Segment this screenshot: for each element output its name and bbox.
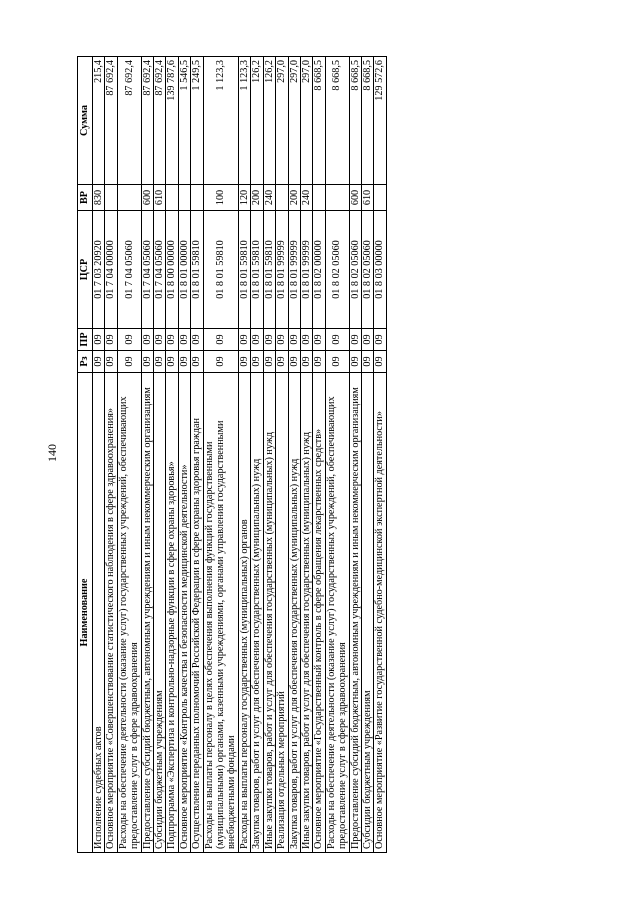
cell-vr: 610 — [361, 185, 373, 211]
cell-pr: 09 — [238, 329, 250, 351]
cell-name: Расходы на выплаты персоналу государственных (муниципальных) органов — [238, 373, 250, 853]
cell-sum: 297,0 — [276, 57, 288, 185]
cell-rz: 09 — [349, 351, 361, 373]
header-sum: Сумма — [78, 57, 93, 185]
table-header-row — [78, 57, 93, 853]
cell-name: Предоставление субсидий бюджетным, автономным учреждениям и иным некоммерческим организациям — [349, 373, 361, 853]
cell-vr — [374, 185, 386, 211]
cell-sum: 87 692,4 — [141, 57, 153, 185]
cell-sum: 139 787,6 — [166, 57, 178, 185]
header-csr: ЦСР — [78, 211, 93, 329]
rotated-page-content — [77, 57, 567, 853]
cell-sum: 1 123,3 — [203, 57, 238, 185]
cell-pr: 09 — [251, 329, 263, 351]
table-row — [263, 57, 275, 853]
cell-sum: 126,2 — [263, 57, 275, 185]
cell-csr: 01 8 03 00000 — [374, 211, 386, 329]
table-row — [105, 57, 117, 853]
cell-pr: 09 — [141, 329, 153, 351]
cell-sum: 1 123,3 — [238, 57, 250, 185]
cell-csr: 01 8 02 00000 — [313, 211, 325, 329]
cell-pr: 09 — [300, 329, 312, 351]
cell-rz: 09 — [203, 351, 238, 373]
cell-vr: 600 — [349, 185, 361, 211]
cell-csr: 01 8 02 05060 — [349, 211, 361, 329]
table-row — [251, 57, 263, 853]
cell-pr: 09 — [276, 329, 288, 351]
cell-vr — [117, 185, 141, 211]
cell-csr: 01 8 01 99999 — [276, 211, 288, 329]
cell-vr — [276, 185, 288, 211]
cell-name: Иные закупки товаров, работ и услуг для обеспечения государственных (муниципальных) нужд — [300, 373, 312, 853]
cell-name: Основное мероприятие «Государственный контроль в сфере обращения лекарственных средств» — [313, 373, 325, 853]
cell-sum: 215,4 — [93, 57, 105, 185]
cell-csr: 01 7 04 00000 — [105, 211, 117, 329]
cell-name: Закупка товаров, работ и услуг для обеспечения государственных (муниципальных) нужд — [251, 373, 263, 853]
cell-rz: 09 — [313, 351, 325, 373]
cell-csr: 01 7 04 05060 — [117, 211, 141, 329]
cell-sum: 8 668,5 — [325, 57, 349, 185]
cell-vr: 100 — [203, 185, 238, 211]
cell-pr: 09 — [325, 329, 349, 351]
cell-name: Исполнение судебных актов — [93, 373, 105, 853]
cell-pr: 09 — [166, 329, 178, 351]
cell-sum: 87 692,4 — [154, 57, 166, 185]
cell-name: Расходы на обеспечение деятельности (оказание услуг) государственных учреждений, обеспечивающих предоставление услуг в сфере здравоохранения — [325, 373, 349, 853]
cell-vr: 600 — [141, 185, 153, 211]
cell-rz: 09 — [276, 351, 288, 373]
cell-name: Закупка товаров, работ и услуг для обеспечения государственных (муниципальных) нужд — [288, 373, 300, 853]
cell-vr — [166, 185, 178, 211]
cell-vr: 200 — [288, 185, 300, 211]
header-name: Наименование — [78, 373, 93, 853]
cell-name: Предоставление субсидий бюджетным, автономным учреждениям и иным некоммерческим организациям — [141, 373, 153, 853]
cell-pr: 09 — [313, 329, 325, 351]
cell-pr: 09 — [374, 329, 386, 351]
cell-csr: 01 8 02 05060 — [325, 211, 349, 329]
table-row — [154, 57, 166, 853]
cell-name: Реализация отдельных мероприятий — [276, 373, 288, 853]
table-body — [93, 57, 387, 853]
cell-rz: 09 — [374, 351, 386, 373]
cell-name: Подпрограмма «Экспертиза и контрольно-надзорные функции в сфере охраны здоровья» — [166, 373, 178, 853]
table-row — [117, 57, 141, 853]
cell-sum: 8 668,5 — [349, 57, 361, 185]
cell-sum: 297,0 — [300, 57, 312, 185]
cell-name: Осуществление переданных полномочий Российской Федерации в сфере охраны здоровья граждан — [191, 373, 203, 853]
header-vr: ВР — [78, 185, 93, 211]
page-number: 140 — [45, 444, 59, 462]
budget-table — [77, 56, 387, 853]
cell-name: Иные закупки товаров, работ и услуг для обеспечения государственных (муниципальных) нужд — [263, 373, 275, 853]
cell-vr: 120 — [238, 185, 250, 211]
cell-sum: 126,2 — [251, 57, 263, 185]
table-row — [141, 57, 153, 853]
cell-csr: 01 8 00 00000 — [166, 211, 178, 329]
cell-rz: 09 — [251, 351, 263, 373]
cell-rz: 09 — [263, 351, 275, 373]
cell-rz: 09 — [361, 351, 373, 373]
table-row — [238, 57, 250, 853]
cell-vr: 240 — [263, 185, 275, 211]
cell-vr: 830 — [93, 185, 105, 211]
cell-sum: 129 572,6 — [374, 57, 386, 185]
cell-pr: 09 — [117, 329, 141, 351]
cell-pr: 09 — [93, 329, 105, 351]
cell-rz: 09 — [117, 351, 141, 373]
cell-pr: 09 — [154, 329, 166, 351]
table-row — [203, 57, 238, 853]
cell-name: Расходы на обеспечение деятельности (оказание услуг) государственных учреждений, обеспечивающих предоставление услуг в сфере здравоохранения — [117, 373, 141, 853]
cell-rz: 09 — [300, 351, 312, 373]
cell-csr: 01 7 03 20920 — [93, 211, 105, 329]
cell-csr: 01 8 02 05060 — [361, 211, 373, 329]
cell-csr: 01 7 04 05060 — [154, 211, 166, 329]
cell-vr: 610 — [154, 185, 166, 211]
cell-csr: 01 8 01 00000 — [178, 211, 190, 329]
cell-sum: 8 668,5 — [313, 57, 325, 185]
cell-vr — [191, 185, 203, 211]
cell-rz: 09 — [238, 351, 250, 373]
table-row — [349, 57, 361, 853]
cell-name: Основное мероприятие «Развитие государственной судебно-медицинской экспертной деятельности» — [374, 373, 386, 853]
cell-csr: 01 8 01 99999 — [288, 211, 300, 329]
table-row — [93, 57, 105, 853]
cell-sum: 297,0 — [288, 57, 300, 185]
cell-pr: 09 — [191, 329, 203, 351]
table-row — [361, 57, 373, 853]
cell-csr: 01 8 01 99999 — [300, 211, 312, 329]
cell-rz: 09 — [105, 351, 117, 373]
cell-sum: 1 249,5 — [191, 57, 203, 185]
cell-vr: 200 — [251, 185, 263, 211]
header-rz: Рз — [78, 351, 93, 373]
cell-sum: 87 692,4 — [117, 57, 141, 185]
cell-vr — [325, 185, 349, 211]
cell-pr: 09 — [361, 329, 373, 351]
cell-vr — [178, 185, 190, 211]
cell-csr: 01 8 01 59810 — [203, 211, 238, 329]
cell-vr — [105, 185, 117, 211]
table-row — [374, 57, 386, 853]
cell-pr: 09 — [105, 329, 117, 351]
cell-rz: 09 — [178, 351, 190, 373]
cell-name: Расходы на выплаты персоналу в целях обеспечения выполнения функций государственными (муниципальными) органами, казенными учреждениями, органами управления государственными внебюджетными фондами — [203, 373, 238, 853]
cell-sum: 87 692,4 — [105, 57, 117, 185]
cell-name: Основное мероприятие «Контроль качества и безопасности медицинской деятельности» — [178, 373, 190, 853]
cell-rz: 09 — [288, 351, 300, 373]
table-row — [288, 57, 300, 853]
table-row — [325, 57, 349, 853]
header-pr: ПР — [78, 329, 93, 351]
cell-rz: 09 — [191, 351, 203, 373]
cell-name: Субсидии бюджетным учреждениям — [361, 373, 373, 853]
cell-rz: 09 — [325, 351, 349, 373]
cell-rz: 09 — [141, 351, 153, 373]
cell-pr: 09 — [203, 329, 238, 351]
table-row — [166, 57, 178, 853]
cell-csr: 01 8 01 59810 — [191, 211, 203, 329]
table-row — [313, 57, 325, 853]
cell-csr: 01 8 01 59810 — [263, 211, 275, 329]
cell-sum: 8 668,5 — [361, 57, 373, 185]
cell-csr: 01 8 01 59810 — [238, 211, 250, 329]
cell-vr: 240 — [300, 185, 312, 211]
cell-csr: 01 8 01 59810 — [251, 211, 263, 329]
cell-rz: 09 — [154, 351, 166, 373]
cell-pr: 09 — [349, 329, 361, 351]
cell-csr: 01 7 04 05060 — [141, 211, 153, 329]
cell-name: Основное мероприятие «Совершенствование статистического наблюдения в сфере здравоохранения» — [105, 373, 117, 853]
cell-rz: 09 — [166, 351, 178, 373]
cell-vr — [313, 185, 325, 211]
cell-pr: 09 — [178, 329, 190, 351]
cell-pr: 09 — [263, 329, 275, 351]
cell-rz: 09 — [93, 351, 105, 373]
cell-name: Субсидии бюджетным учреждениям — [154, 373, 166, 853]
table-row — [300, 57, 312, 853]
cell-pr: 09 — [288, 329, 300, 351]
table-row — [191, 57, 203, 853]
cell-sum: 1 546,5 — [178, 57, 190, 185]
table-row — [178, 57, 190, 853]
table-row — [276, 57, 288, 853]
